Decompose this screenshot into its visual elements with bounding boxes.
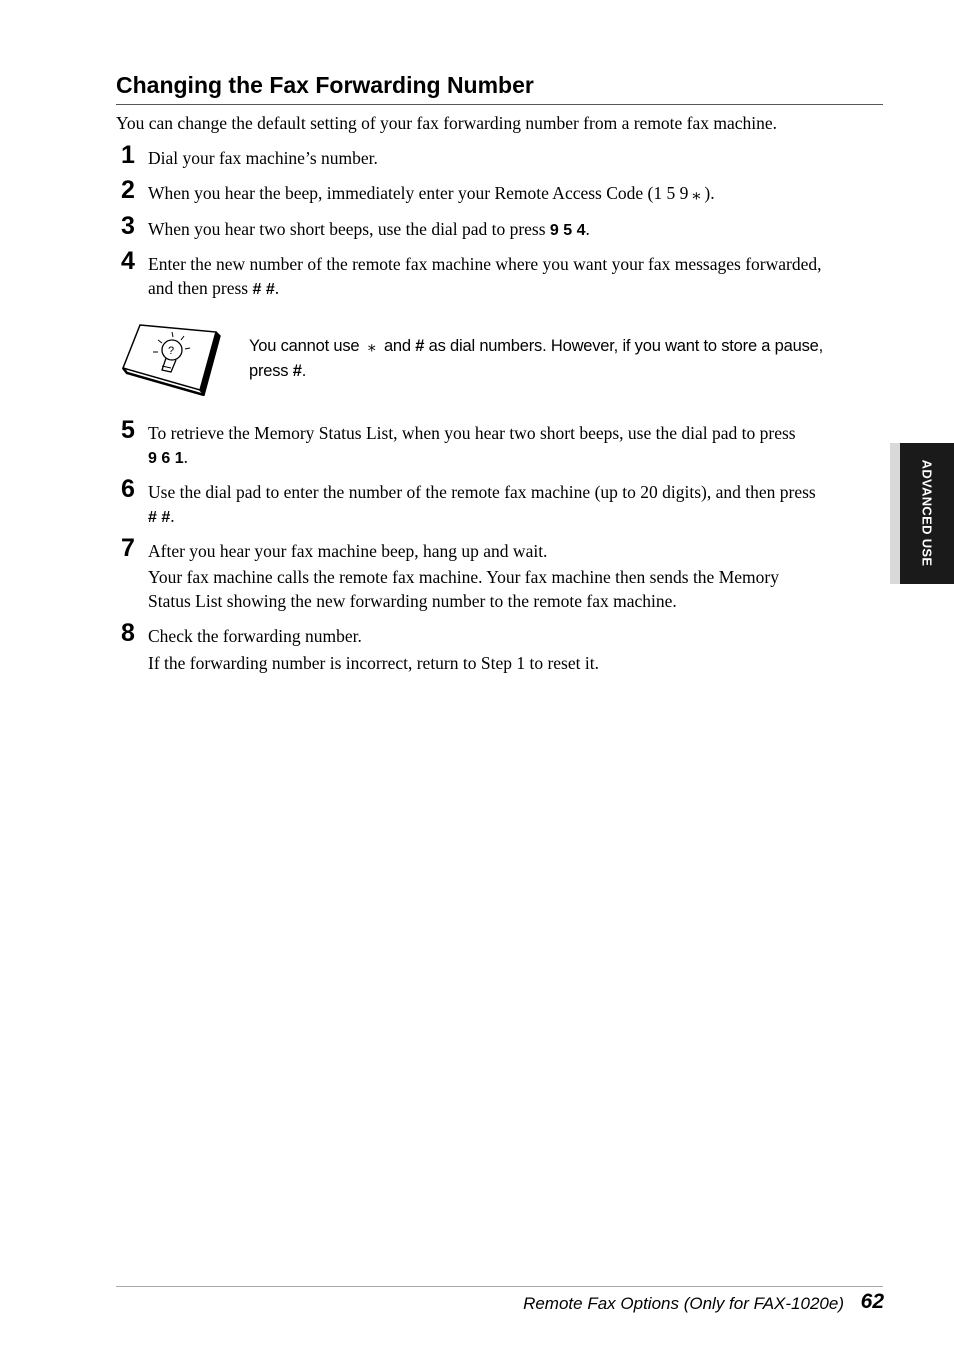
step-3 xyxy=(116,212,886,243)
step-number: 1 xyxy=(121,141,135,169)
note-line-1 xyxy=(249,334,889,359)
note-part3: as dial numbers. However, if you want to store a pause, xyxy=(424,337,824,355)
step-text-after: . xyxy=(170,506,175,526)
step-subtext: Status List showing the new forwarding number to the remote fax machine. xyxy=(148,591,677,611)
key-sequence: 9 6 1 xyxy=(148,450,184,467)
heading-rule xyxy=(116,104,883,105)
footer-rule xyxy=(116,1286,883,1287)
step-text xyxy=(148,181,886,207)
side-tab-label: ADVANCED USE xyxy=(919,459,935,567)
page-number: 62 xyxy=(860,1290,884,1313)
note-part2: and xyxy=(379,337,416,355)
footer-chapter-title: Remote Fax Options (Only for FAX-1020e) xyxy=(523,1294,844,1313)
step-number: 5 xyxy=(121,416,135,444)
step-text: Use the dial pad to enter the number of the remote fax machine (up to 20 digits), and then press xyxy=(148,482,816,502)
note-text xyxy=(249,334,889,383)
step-text: Dial your fax machine’s number. xyxy=(148,148,378,168)
step-number: 7 xyxy=(121,534,135,562)
step-text-after: . xyxy=(585,219,590,239)
step-subtext: Your fax machine calls the remote fax machine. Your fax machine then sends the Memory xyxy=(148,567,779,587)
step-text-line2 xyxy=(148,504,886,530)
note-line2-before: press xyxy=(249,362,293,380)
step-1 xyxy=(116,141,886,170)
step-text-after: . xyxy=(274,278,280,298)
step-text: Check the forwarding number. xyxy=(148,626,362,646)
step-6 xyxy=(116,475,886,530)
key-sequence: # # xyxy=(252,281,275,298)
step-number: 8 xyxy=(121,619,135,647)
step-text-before: When you hear the beep, immediately enter your Remote Access Code (1 5 9 xyxy=(148,183,689,203)
note-line2-after: . xyxy=(301,362,307,380)
note-part1: You cannot use xyxy=(249,337,364,355)
note-line-2 xyxy=(249,359,889,383)
section-title: Changing the Fax Forwarding Number xyxy=(116,72,534,98)
step-7 xyxy=(116,534,886,613)
star-key-symbol: ⁎ xyxy=(367,338,376,355)
step-8 xyxy=(116,619,886,675)
step-text: Enter the new number of the remote fax machine where you want your fax messages forwarded, xyxy=(148,254,822,274)
step-5 xyxy=(116,416,886,471)
lightbulb-note-icon xyxy=(118,320,222,396)
step-text-before: When you hear two short beeps, use the dial pad to press xyxy=(148,219,550,239)
step-subtext: If the forwarding number is incorrect, return to Step 1 to reset it. xyxy=(148,653,599,673)
svg-text:?: ? xyxy=(168,345,175,357)
step-2 xyxy=(116,176,886,207)
step-text xyxy=(148,217,886,243)
intro-paragraph: You can change the default setting of your fax forwarding number from a remote fax machine. xyxy=(116,113,778,133)
step-number: 4 xyxy=(121,247,135,275)
step-number: 6 xyxy=(121,475,135,503)
key-sequence: 9 5 4 xyxy=(549,222,586,239)
star-key-symbol: ⁎ xyxy=(692,186,701,203)
side-tab-shadow xyxy=(890,443,900,584)
hash-key-symbol: # xyxy=(415,337,425,355)
step-4 xyxy=(116,247,886,302)
step-text-line2 xyxy=(148,445,886,471)
step-text-after: ). xyxy=(704,183,715,203)
step-number: 2 xyxy=(121,176,135,204)
step-number: 3 xyxy=(121,212,135,240)
step-text-before: and then press xyxy=(148,278,253,298)
key-sequence: # # xyxy=(148,509,171,526)
step-text: To retrieve the Memory Status List, when you hear two short beeps, use the dial pad to press xyxy=(148,423,796,443)
step-text-line2 xyxy=(148,276,886,302)
hash-key-symbol: # xyxy=(292,362,302,380)
step-text: After you hear your fax machine beep, hang up and wait. xyxy=(148,541,548,561)
step-text-after: . xyxy=(183,447,188,467)
